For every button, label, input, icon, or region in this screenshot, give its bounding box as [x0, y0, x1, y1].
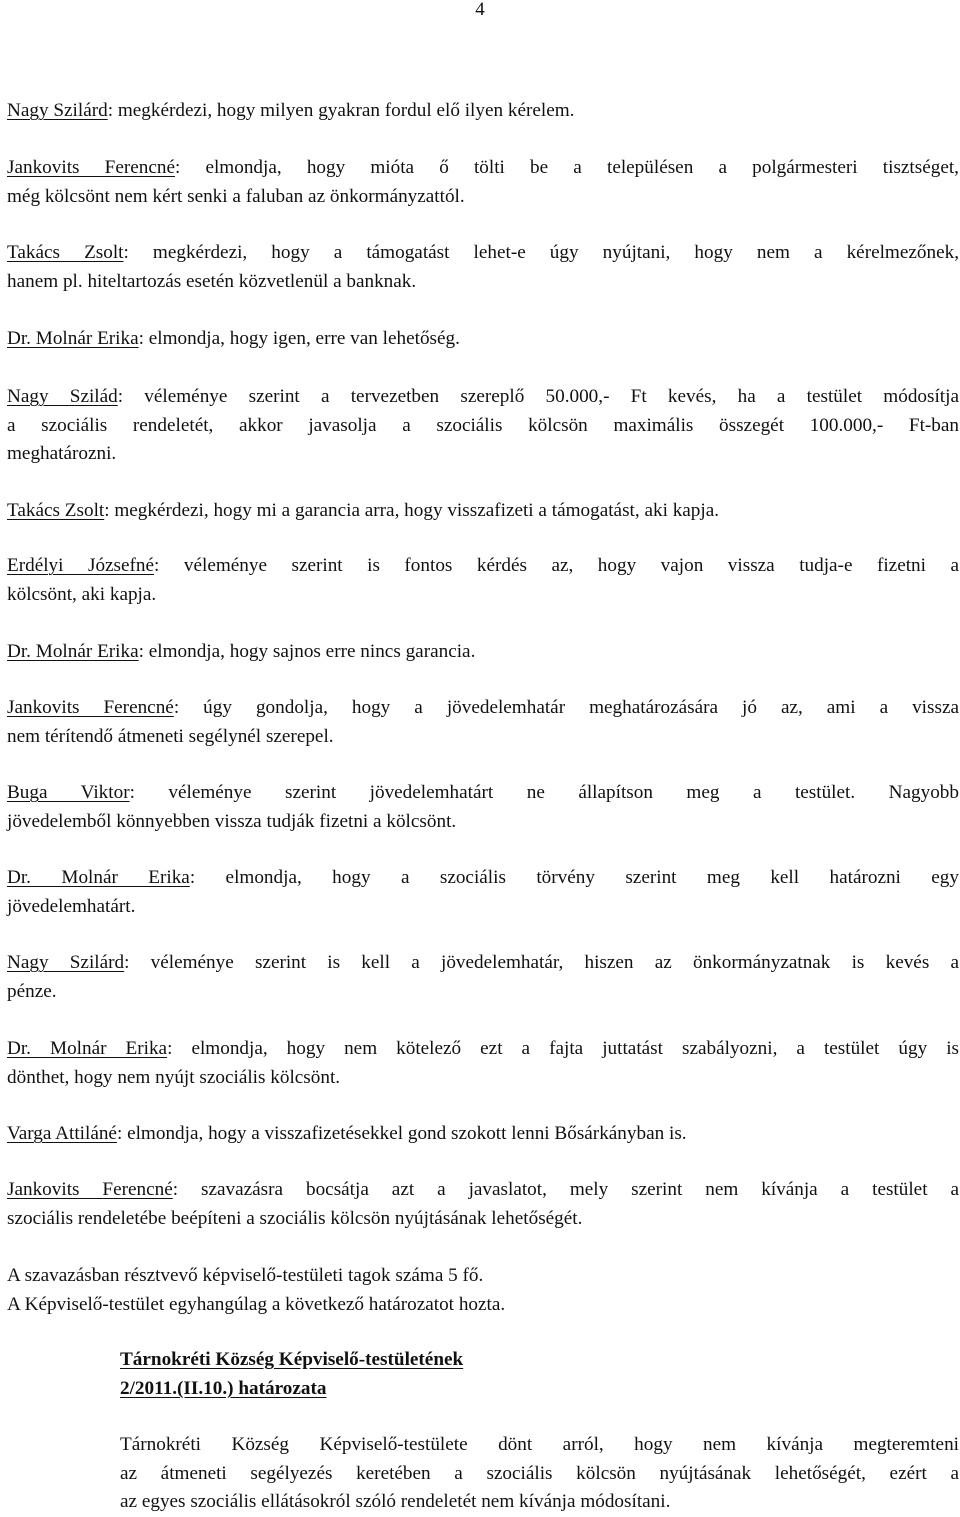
speaker-name: Nagy Szilárd — [7, 952, 125, 973]
statement-text: : elmondja, hogy sajnos erre nincs garancia. — [138, 641, 476, 662]
statement-text: dönthet, hogy nem nyújt szociális kölcsönt. — [7, 1066, 341, 1088]
resolution-text: az egyes szociális ellátásokról szóló rendeletét nem kívánja módosítani. — [120, 1491, 671, 1512]
statement-text: : elmondja, hogy a visszafizetésekkel gond szokott lenni Bősárkányban is. — [116, 1123, 687, 1144]
resolution-title: Tárnokréti Község Képviselő-testületének — [120, 1349, 464, 1370]
statement-text: : megkérdezi, hogy mi a garancia arra, hogy visszafizeti a támogatást, aki kapja. — [104, 500, 720, 521]
speaker-name: Takács Zsolt — [7, 242, 124, 263]
statement-text: : véleménye szerint a tervezetben szereplő 50.000,- Ft kevés, ha a testület módosítja — [117, 386, 959, 407]
statement-text: : véleménye szerint is kell a jövedelemhatár, hiszen az önkormányzatnak is kevés a — [124, 952, 960, 973]
statement-text: nem térítendő átmeneti segélynél szerepel. — [7, 725, 334, 747]
statement-text: : elmondja, hogy nem kötelező ezt a fajta juttatást szabályozni, a testület úgy is — [167, 1038, 959, 1059]
minutes-paragraph — [7, 239, 959, 296]
statement-text: : megkérdezi, hogy milyen gyakran fordul elő ilyen kérelem. — [107, 100, 575, 121]
statement-text: : véleménye szerint jövedelemhatárt ne állapítson meg a testület. Nagyobb — [129, 782, 959, 803]
statement-text: pénze. — [7, 980, 57, 1002]
vote-line: A Képviselő-testület egyhangúlag a következő határozatot hozta. — [7, 1293, 506, 1315]
minutes-paragraph — [7, 779, 959, 836]
resolution-number: 2/2011.(II.10.) határozata — [120, 1378, 327, 1399]
minutes-paragraph — [7, 497, 959, 526]
vote-line: A szavazásban résztvevő képviselő-testületi tagok száma 5 fő. — [7, 1265, 484, 1286]
statement-text: még kölcsönt nem kért senki a faluban az önkormányzattól. — [7, 185, 465, 207]
statement-text: : úgy gondolja, hogy a jövedelemhatár meghatározására jó az, ami a vissza — [173, 697, 959, 718]
minutes-paragraph — [7, 1176, 959, 1233]
minutes-paragraph — [7, 694, 959, 751]
speaker-name: Buga Viktor — [7, 782, 130, 803]
speaker-name: Dr. Molnár Erika — [7, 867, 190, 888]
minutes-paragraph — [7, 97, 959, 126]
statement-text: a szociális rendeletét, akkor javasolja a szociális kölcsön maximális összegét 100.000,- Ft-ban — [7, 414, 959, 436]
speaker-name: Takács Zsolt — [7, 500, 105, 521]
statement-text: : megkérdezi, hogy a támogatást lehet-e úgy nyújtani, hogy nem a kérelmezőnek, — [123, 242, 959, 263]
vote-summary — [7, 1262, 959, 1319]
speaker-name: Nagy Szilád — [7, 386, 118, 407]
speaker-name: Nagy Szilárd — [7, 100, 108, 121]
speaker-name: Dr. Molnár Erika — [7, 1038, 168, 1059]
statement-text: : szavazásra bocsátja azt a javaslatot, mely szerint nem kívánja a testület a — [172, 1179, 959, 1200]
speaker-name: Dr. Molnár Erika — [7, 328, 139, 349]
speaker-name: Jankovits Ferencné — [7, 1179, 173, 1200]
minutes-paragraph — [7, 154, 959, 211]
speaker-name: Jankovits Ferencné — [7, 697, 174, 718]
resolution-body — [120, 1431, 959, 1517]
resolution-text: Tárnokréti Község Képviselő-testülete dönt arról, hogy nem kívánja megteremteni — [120, 1434, 959, 1455]
speaker-name: Varga Attiláné — [7, 1123, 117, 1144]
statement-text: jövedelemhatárt. — [7, 895, 136, 917]
minutes-paragraph — [7, 1035, 959, 1092]
statement-text: szociális rendeletébe beépíteni a szociális kölcsön nyújtásának lehetőségét. — [7, 1207, 583, 1229]
statement-text: : elmondja, hogy a szociális törvény szerint meg kell határozni egy — [189, 867, 959, 888]
minutes-paragraph — [7, 552, 959, 609]
statement-text: : elmondja, hogy igen, erre van lehetőség. — [138, 328, 460, 349]
minutes-paragraph — [7, 325, 959, 354]
page-number: 4 — [475, 0, 485, 20]
speaker-name: Jankovits Ferencné — [7, 157, 175, 178]
statement-text: jövedelemből könnyebben vissza tudják fizetni a kölcsönt. — [7, 810, 457, 832]
statement-text: hanem pl. hiteltartozás esetén közvetlenül a banknak. — [7, 270, 417, 292]
speaker-name: Erdélyi Józsefné — [7, 555, 155, 576]
minutes-paragraph — [7, 1120, 959, 1149]
statement-text: : elmondja, hogy mióta ő tölti be a településen a polgármesteri tisztséget, — [174, 157, 959, 178]
speaker-name: Dr. Molnár Erika — [7, 641, 139, 662]
minutes-paragraph — [7, 864, 959, 921]
statement-text: kölcsönt, aki kapja. — [7, 583, 157, 605]
statement-text: meghatározni. — [7, 443, 117, 464]
minutes-paragraph — [7, 383, 959, 469]
resolution-text: az átmeneti segélyezés keretében a szociális kölcsön nyújtásának lehetőségét, ezért a — [120, 1462, 959, 1484]
minutes-paragraph — [7, 949, 959, 1006]
minutes-paragraph — [7, 638, 959, 667]
statement-text: : véleménye szerint is fontos kérdés az, hogy vajon vissza tudja-e fizetni a — [154, 555, 959, 576]
